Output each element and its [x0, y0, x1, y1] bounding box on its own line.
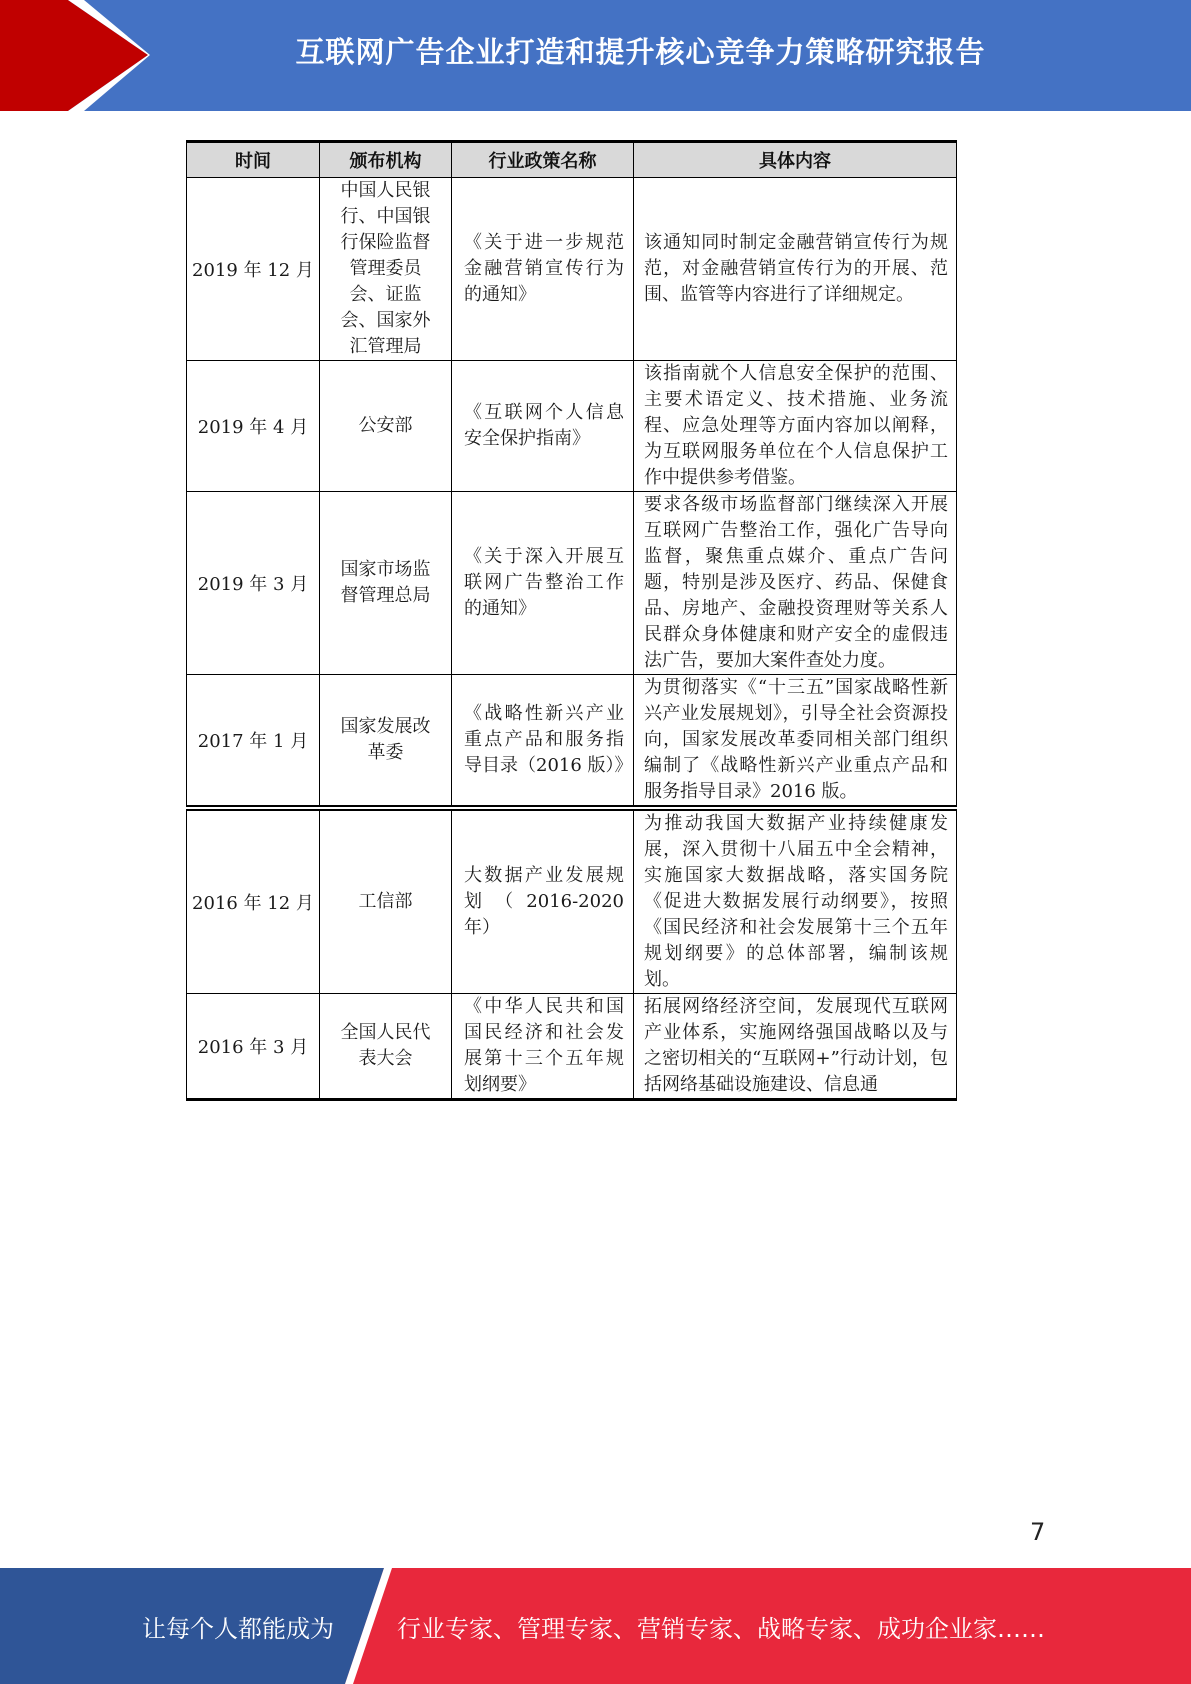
- red-chevron-decoration: [0, 0, 160, 111]
- page-number: 7: [1030, 1518, 1046, 1546]
- header-policy-name: 行业政策名称: [452, 142, 634, 178]
- cell-content: 该通知同时制定金融营销宣传行为规范，对金融营销宣传行为的开展、范围、监管等内容进行了详细规定。: [634, 178, 957, 361]
- cell-org: 国家市场监督管理总局: [320, 492, 452, 675]
- cell-policy-name: 《战略性新兴产业重点产品和服务指导目录（2016 版）》: [452, 675, 634, 807]
- cell-time: 2017 年 1 月: [187, 675, 320, 807]
- cell-org: 中国人民银行、中国银行保险监督管理委员会、证监会、国家外汇管理局: [320, 178, 452, 361]
- policy-table: [186, 140, 957, 807]
- cell-content: 为贯彻落实《“十三五”国家战略性新兴产业发展规划》，引导全社会资源投向，国家发展改革委同相关部门组织编制了《战略性新兴产业重点产品和服务指导目录》2016 版。: [634, 675, 957, 807]
- header-time: 时间: [187, 142, 320, 178]
- cell-time: 2016 年 12 月: [187, 810, 320, 994]
- table-row: [187, 994, 957, 1100]
- cell-time: 2019 年 12 月: [187, 178, 320, 361]
- page-header: [0, 0, 1191, 111]
- cell-policy-name: 《中华人民共和国国民经济和社会发展第十三个五年规划纲要》: [452, 994, 634, 1100]
- table-row: [187, 361, 957, 492]
- cell-content: 拓展网络经济空间，发展现代互联网产业体系，实施网络强国战略以及与之密切相关的“互联网+”行动计划，包括网络基础设施建设、信息通: [634, 994, 957, 1100]
- cell-policy-name: 《关于深入开展互联网广告整治工作的通知》: [452, 492, 634, 675]
- cell-content: 为推动我国大数据产业持续健康发展，深入贯彻十八届五中全会精神，实施国家大数据战略，落实国务院《促进大数据发展行动纲要》，按照《国民经济和社会发展第十三个五年规划纲要》的总体部署，编制该规划。: [634, 810, 957, 994]
- cell-org: 公安部: [320, 361, 452, 492]
- cell-org: 国家发展改革委: [320, 675, 452, 807]
- table-row: [187, 810, 957, 994]
- cell-content: 要求各级市场监督部门继续深入开展互联网广告整治工作，强化广告导向监督，聚焦重点媒介、重点广告问题，特别是涉及医疗、药品、保健食品、房地产、金融投资理财等关系人民群众身体健康和财产安全的虚假违法广告，要加大案件查处力度。: [634, 492, 957, 675]
- cell-policy-name: 大数据产业发展规划（2016-2020 年）: [452, 810, 634, 994]
- policy-table-continued: [186, 809, 957, 1101]
- table-row: [187, 675, 957, 807]
- footer-slogan-right: 行业专家、管理专家、营销专家、战略专家、成功企业家……: [397, 1614, 1045, 1643]
- cell-org: 全国人民代表大会: [320, 994, 452, 1100]
- cell-time: 2019 年 3 月: [187, 492, 320, 675]
- footer-slogan-left: 让每个人都能成为: [142, 1614, 334, 1643]
- cell-org: 工信部: [320, 810, 452, 994]
- cell-policy-name: 《互联网个人信息安全保护指南》: [452, 361, 634, 492]
- header-org: 颁布机构: [320, 142, 452, 178]
- cell-policy-name: 《关于进一步规范金融营销宣传行为的通知》: [452, 178, 634, 361]
- page-footer: [0, 1568, 1191, 1684]
- header-content: 具体内容: [634, 142, 957, 178]
- report-title: 互联网广告企业打造和提升核心竞争力策略研究报告: [295, 34, 986, 69]
- cell-time: 2019 年 4 月: [187, 361, 320, 492]
- table-header-row: [187, 142, 957, 178]
- table-row: [187, 492, 957, 675]
- table-row: [187, 178, 957, 361]
- cell-content: 该指南就个人信息安全保护的范围、主要术语定义、技术措施、业务流程、应急处理等方面内容加以阐释，为互联网服务单位在个人信息保护工作中提供参考借鉴。: [634, 361, 957, 492]
- cell-time: 2016 年 3 月: [187, 994, 320, 1100]
